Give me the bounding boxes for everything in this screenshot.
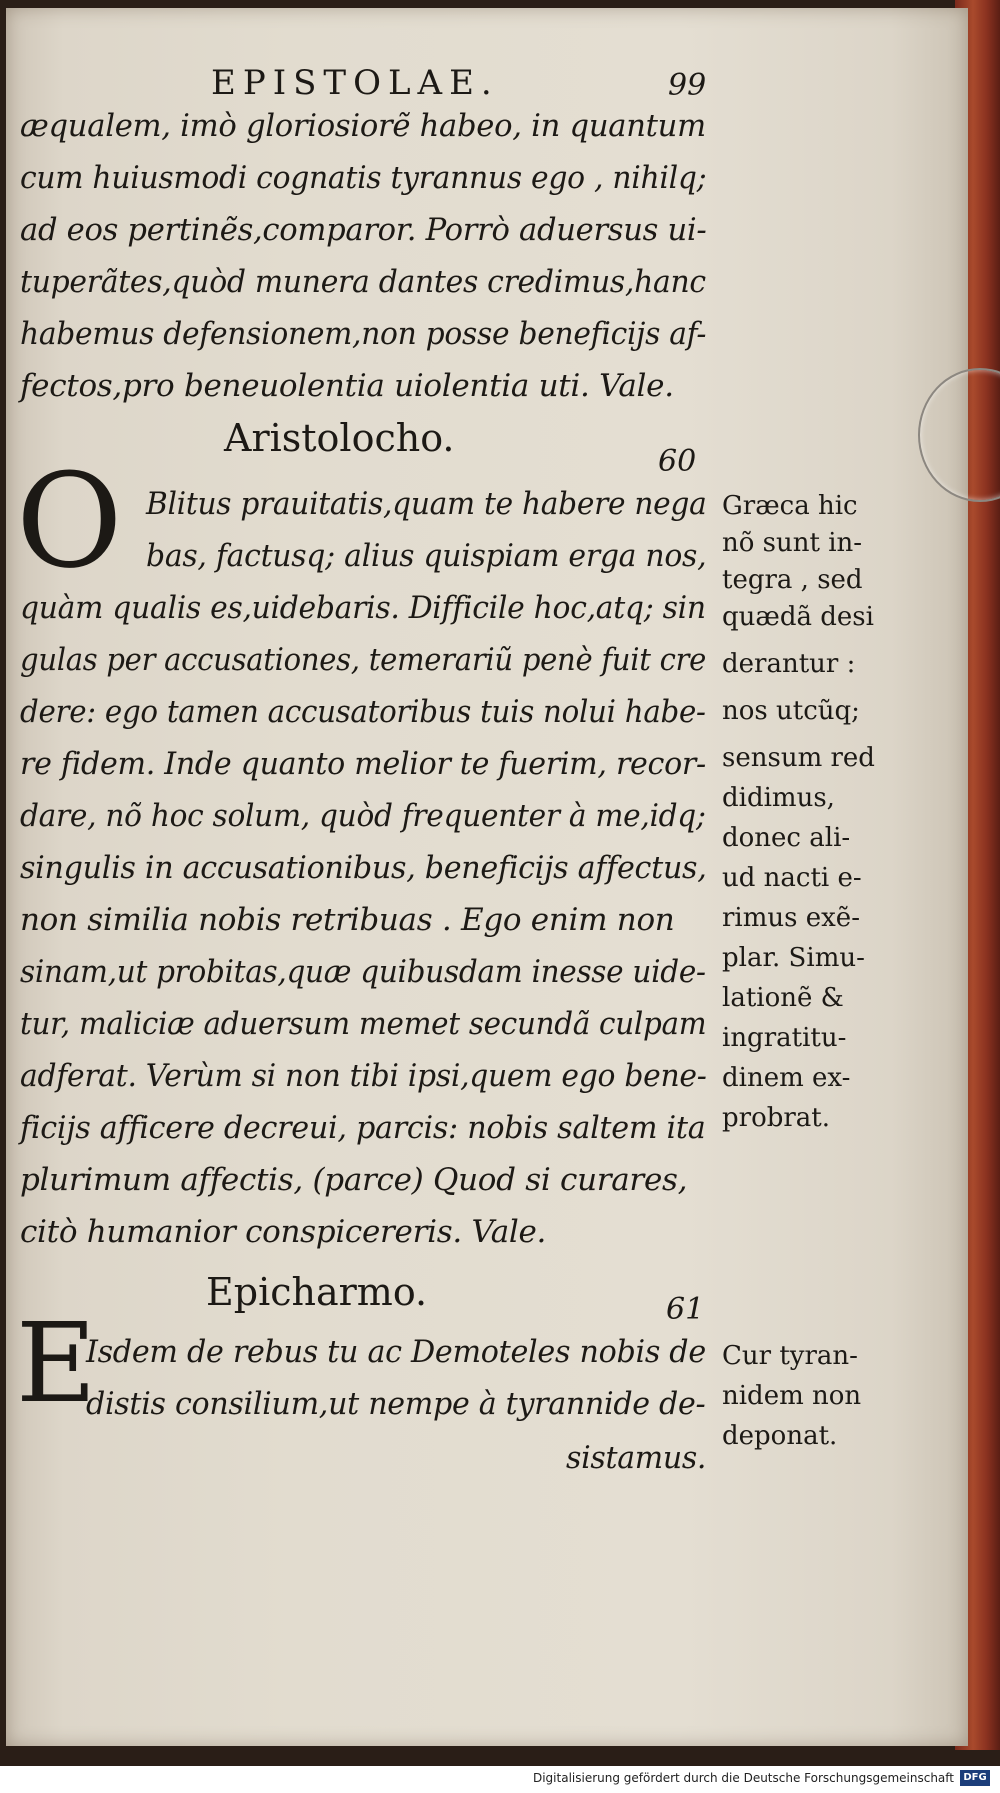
body-line: tuperãtes,quòd munera dantes credimus,hanc	[20, 264, 706, 300]
page-clip-ring	[918, 368, 1000, 502]
letter-60-line: sinam,ut probitas,quæ quibusdam inesse uide-	[20, 954, 706, 990]
margin-note-line: ud nacti e-	[722, 863, 862, 893]
letter-61-number: 61	[666, 1292, 705, 1327]
letter-61-line: Isdem de rebus tu ac Demoteles nobis de	[86, 1334, 706, 1370]
letter-60-number: 60	[658, 444, 697, 479]
margin-note-line: nos utcũq;	[722, 696, 860, 726]
dfg-logo: DFG	[960, 1770, 990, 1786]
running-head: EPISTOLAE.	[211, 63, 499, 103]
book-page	[6, 8, 968, 1746]
margin-note-line: Cur tyran-	[722, 1341, 858, 1371]
letter-60-dropcap: O	[16, 445, 123, 597]
letter-60-line: bas, factusq; alius quispiam erga nos,	[146, 538, 707, 574]
margin-note-line: deponat.	[722, 1421, 838, 1451]
footer-credit: Digitalisierung gefördert durch die Deutsche Forschungsgemeinschaft	[532, 1771, 954, 1785]
body-line: habemus defensionem,non posse beneficijs af-	[20, 316, 707, 352]
body-line: cum huiusmodi cognatis tyrannus ego , nihilq;	[20, 160, 707, 196]
margin-note-line: plar. Simu-	[722, 943, 865, 973]
margin-note-line: lationẽ &	[722, 983, 844, 1013]
margin-note-line: dinem ex-	[722, 1063, 851, 1093]
letter-61-line: sistamus.	[566, 1440, 707, 1476]
margin-note-line: nõ sunt in-	[722, 528, 863, 558]
letter-60-line: quàm qualis es,uidebaris. Difficile hoc,atq; sin	[20, 590, 706, 626]
margin-note-line: ingratitu-	[722, 1023, 847, 1053]
margin-note-line: sensum red	[722, 743, 875, 773]
letter-60-line: tur, maliciæ aduersum memet secundã culpam	[20, 1006, 707, 1042]
margin-note-line: didimus,	[722, 783, 835, 813]
letter-60-line: singulis in accusationibus, beneficijs affectus,	[20, 850, 707, 886]
letter-60-line: gulas per accusationes, temerariũ penè fuit cre	[20, 642, 707, 678]
letter-60-line: citò humanior conspicereris. Vale.	[20, 1214, 547, 1250]
letter-60-line: adferat. Verùm si non tibi ipsi,quem ego bene-	[20, 1058, 707, 1094]
body-line: ad eos pertinẽs,comparor. Porrò aduersus ui-	[20, 212, 707, 248]
margin-note-line: derantur :	[722, 649, 856, 679]
letter-60-line: non similia nobis retribuas . Ego enim non	[20, 902, 675, 938]
letter-61-dropcap: E	[16, 1299, 97, 1427]
margin-note-line: donec ali-	[722, 823, 851, 853]
letter-60-line: dare, nõ hoc solum, quòd frequenter à me,idq;	[20, 798, 706, 834]
margin-note-line: nidem non	[722, 1381, 862, 1411]
letter-61-line: distis consilium,ut nempe à tyrannide de-	[86, 1386, 706, 1422]
margin-note-line: probrat.	[722, 1103, 831, 1133]
margin-note-line: Græca hic	[722, 491, 858, 521]
folio-number: 99	[668, 68, 707, 103]
letter-60-heading: Aristolocho.	[224, 416, 455, 460]
margin-note-line: tegra , sed	[722, 565, 863, 595]
margin-note-line: rimus exẽ-	[722, 903, 860, 933]
letter-60-line: dere: ego tamen accusatoribus tuis nolui habe-	[20, 694, 706, 730]
letter-60-line: Blitus prauitatis,quam te habere nega	[146, 486, 707, 522]
letter-60-line: plurimum affectis, (parce) Quod si curares,	[20, 1162, 688, 1198]
letter-60-line: ficijs afficere decreui, parcis: nobis saltem ita	[20, 1110, 706, 1146]
body-line: fectos,pro beneuolentia uiolentia uti. Vale.	[20, 368, 674, 404]
body-line: æqualem, imò gloriosiorẽ habeo, in quantum	[20, 108, 706, 144]
letter-61-heading: Epicharmo.	[206, 1270, 428, 1314]
letter-60-line: re fidem. Inde quanto melior te fuerim, recor-	[20, 746, 706, 782]
margin-note-line: quædã desi	[722, 602, 874, 632]
